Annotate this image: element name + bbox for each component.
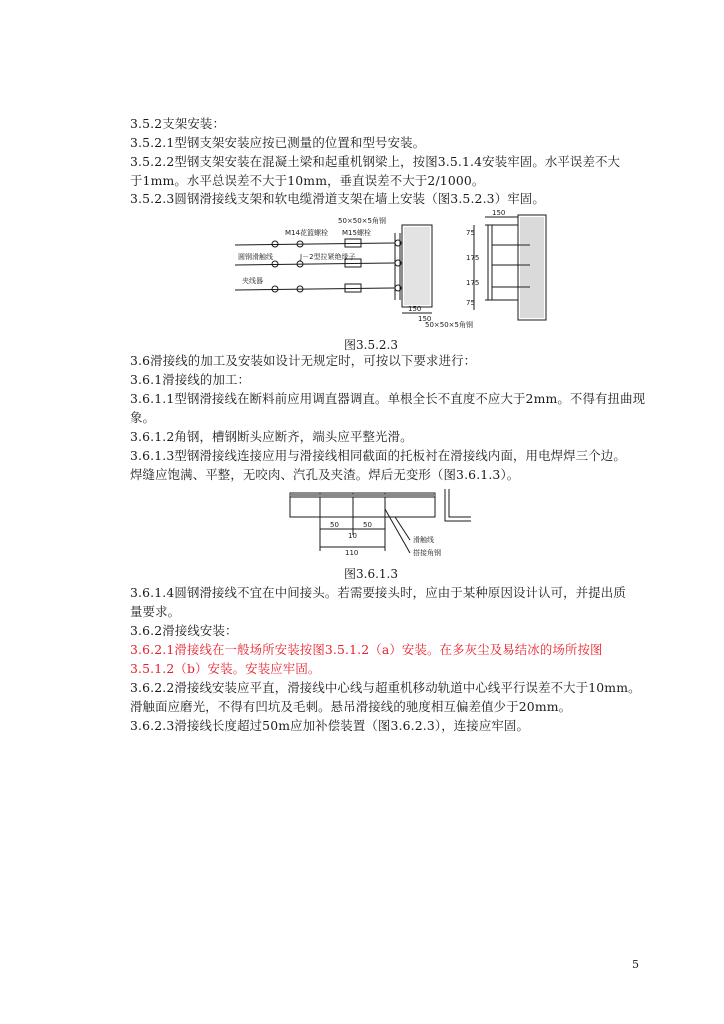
label-bolt-m14: M14花篮螺栓	[285, 229, 328, 237]
section-3-6-2-heading: 3.6.2滑接线安装：	[130, 623, 238, 638]
figure-3-5-2-3	[230, 205, 550, 335]
paragraph: 3.5.2.2型钢支架安装在混凝土梁和起重机钢梁上，按图3.5.1.4安装牢固。水平误差不大	[130, 154, 621, 169]
paragraph: 3.6.1.1型钢滑接线在断料前应用调直器调直。单根全长不直度不应大于2mm。不得有扭曲现	[130, 391, 646, 406]
label-insulator: J－2型拉紧绝缘子	[300, 253, 356, 261]
label-angle-bottom: 50×50×5角钢	[425, 321, 473, 329]
highlighted-paragraph: 3.5.1.2（b）安装。安装应牢固。	[130, 661, 321, 676]
dim-150-a: 150	[408, 305, 422, 313]
dim-175-b: 175	[466, 279, 480, 287]
label-wire: 滑触线	[413, 536, 434, 544]
dim-75-b: 75	[466, 299, 475, 307]
dim-75-a: 75	[466, 229, 475, 237]
label-clamp: 夹线器	[242, 277, 263, 285]
label-angle-top: 50×50×5角钢	[338, 217, 386, 225]
paragraph: 3.6.2.3滑接线长度超过50m应加补偿装置（图3.6.2.3），连接应牢固。	[130, 718, 529, 733]
dim-50-a: 50	[330, 521, 339, 529]
paragraph: 滑触面应磨光，不得有凹坑及毛刺。悬吊滑接线的驰度相互偏差值少于20mm。	[130, 699, 572, 714]
dim-150-b: 150	[418, 315, 432, 323]
highlighted-paragraph: 3.6.2.1滑接线在一般场所安装按图3.5.1.2（a）安装。在多灰尘及易结冰的场所按图	[130, 642, 603, 657]
paragraph: 3.6.1.2角钢，槽钢断头应断齐，端头应平整光滑。	[130, 429, 413, 444]
paragraph: 3.5.2.3圆钢滑接线支架和软电缆滑道支架在墙上安装（图3.5.2.3）牢固。	[130, 191, 545, 206]
section-3-6-1-heading: 3.6.1滑接线的加工：	[130, 372, 251, 387]
label-round-wire: 圆钢滑触线	[238, 253, 273, 261]
figure-caption: 图3.6.1.3	[344, 567, 398, 581]
figure-3-6-1-3	[285, 485, 475, 563]
paragraph: 量要求。	[130, 604, 181, 619]
figure-caption: 图3.5.2.3	[344, 338, 398, 352]
paragraph: 3.6.2.2滑接线安装应平直，滑接线中心线与超重机移动轨道中心线平行误差不大于10mm。	[130, 680, 641, 695]
section-3-6-heading: 3.6滑接线的加工及安装如设计无规定时，可按以下要求进行：	[130, 353, 477, 368]
section-3-5-2-heading: 3.5.2支架安装：	[130, 116, 225, 131]
label-bolt-m15: M15螺栓	[342, 229, 371, 237]
dim-150-c: 150	[492, 209, 506, 217]
label-angle-bar: 搭接角钢	[413, 549, 441, 557]
dim-175-a: 175	[466, 254, 480, 262]
paragraph: 3.6.1.4圆钢滑接线不宜在中间接头。若需要接头时，应由于某种原因设计认可，并提出质	[130, 585, 626, 600]
dim-50-b: 50	[363, 521, 372, 529]
paragraph: 3.6.1.3型钢滑接线连接应用与滑接线相同截面的托板衬在滑接线内面，用电焊焊三个边。	[130, 448, 626, 463]
paragraph: 象。	[130, 410, 156, 425]
paragraph: 焊缝应饱满、平整，无咬肉、汽孔及夹渣。焊后无变形（图3.6.1.3）。	[130, 467, 520, 482]
page-number: 5	[632, 958, 639, 971]
paragraph: 3.5.2.1型钢支架安装应按已测量的位置和型号安装。	[130, 135, 426, 150]
paragraph: 于1mm。水平总误差不大于10mm，垂直误差不大于2/1000。	[130, 173, 485, 188]
dim-10: 10	[348, 532, 357, 540]
dim-110: 110	[345, 549, 359, 557]
